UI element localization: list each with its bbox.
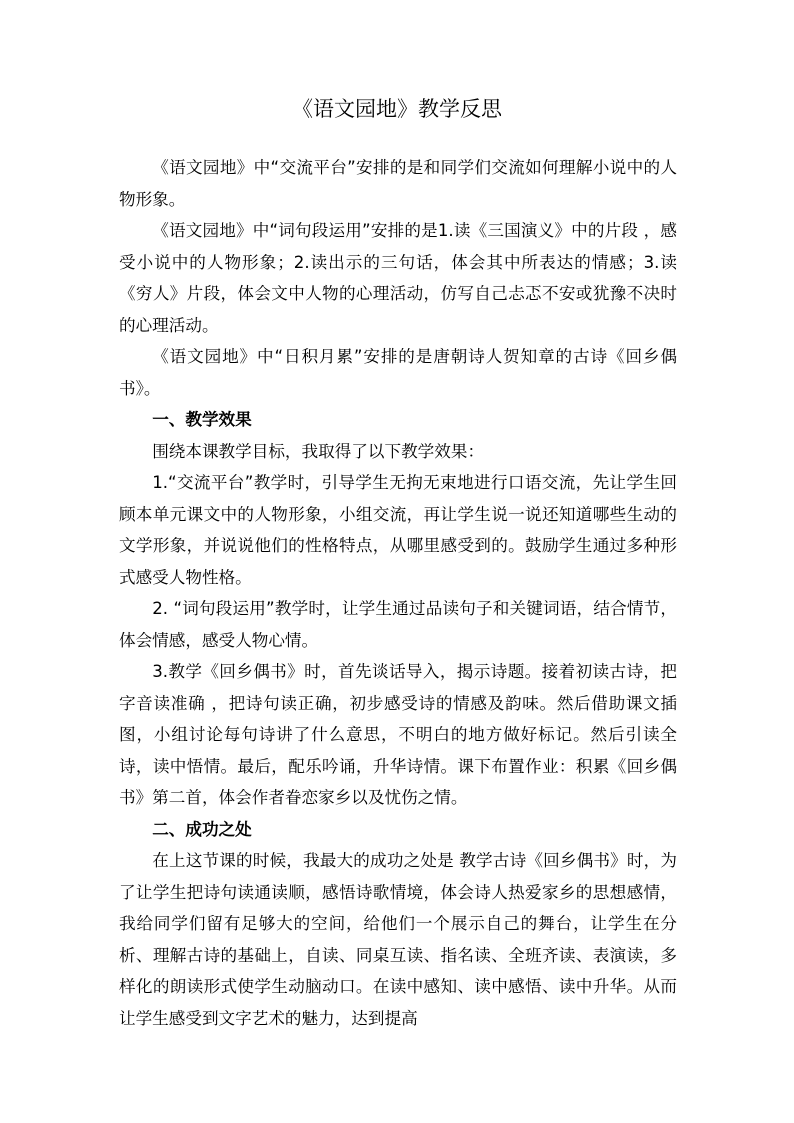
paragraph-success: 在上这节课的时候，我最大的成功之处是 教学古诗《回乡偶书》时，为了让学生把诗句读通读顺，感悟诗歌情境，体会诗人热爱家乡的思想感情，我给同学们留有足够大的空间，给他们一个展示自己的舞台，让学生在分析、理解古诗的基础上，自读、同桌互读、指名读、全班齐读、表演读，多样化的朗读形式使学生动脑动口。在读中感知、读中感悟、读中升华。从而让学生感受到文字艺术的魅力，达到提高 [119,851,677,1028]
paragraph-effect-2: 2. “词句段运用”教学时，让学生通过品读句子和关键词语，结合情节，体会情感，感受人物心情。 [119,599,677,650]
document-body [119,152,677,1034]
paragraph-effect-1: 1.“交流平台”教学时，引导学生无拘无束地进行口语交流，先让学生回顾本单元课文中的人物形象，小组交流，再让学生说一说还知道哪些生动的文学形象，并说说他们的性格特点，从哪里感受到的。鼓励学生通过多种形式感受人物性格。 [119,473,677,587]
paragraph-effect-intro: 围绕本课教学目标，我取得了以下教学效果： [152,441,485,461]
section-heading-teaching-effect: 一、教学效果 [152,410,252,429]
paragraph-effect-3: 3.教学《回乡偶书》时，首先谈话导入，揭示诗题。接着初读古诗，把字音读准确 ，把诗句读正确，初步感受诗的情感及韵味。然后借助课文插图，小组讨论每句诗讲了什么意思，不明白的地方做好标记。然后引读全诗，读中悟情。最后，配乐吟诵，升华诗情。课下布置作业：积累《回乡偶书》第二首，体会作者眷恋家乡以及忧伤之情。 [119,662,677,807]
paragraph-exchange-platform: 《语文园地》中“交流平台”安排的是和同学们交流如何理解小说中的人物形象。 [119,158,677,209]
paragraph-sentence-usage: 《语文园地》中“词句段运用”安排的是1.读《三国演义》中的片段 ，感受小说中的人物形象；2.读出示的三句话，体会其中所表达的情感；3.读《穷人》片段，体会文中人物的心理活动，仿写自己忐忑不安或犹豫不决时的心理活动。 [119,221,677,335]
document-title: 《语文园地》教学反思 [292,97,502,121]
section-heading-success: 二、成功之处 [152,819,252,839]
paragraph-daily-accumulation: 《语文园地》中“日积月累”安排的是唐朝诗人贺知章的古诗《回乡偶书》。 [119,347,677,398]
